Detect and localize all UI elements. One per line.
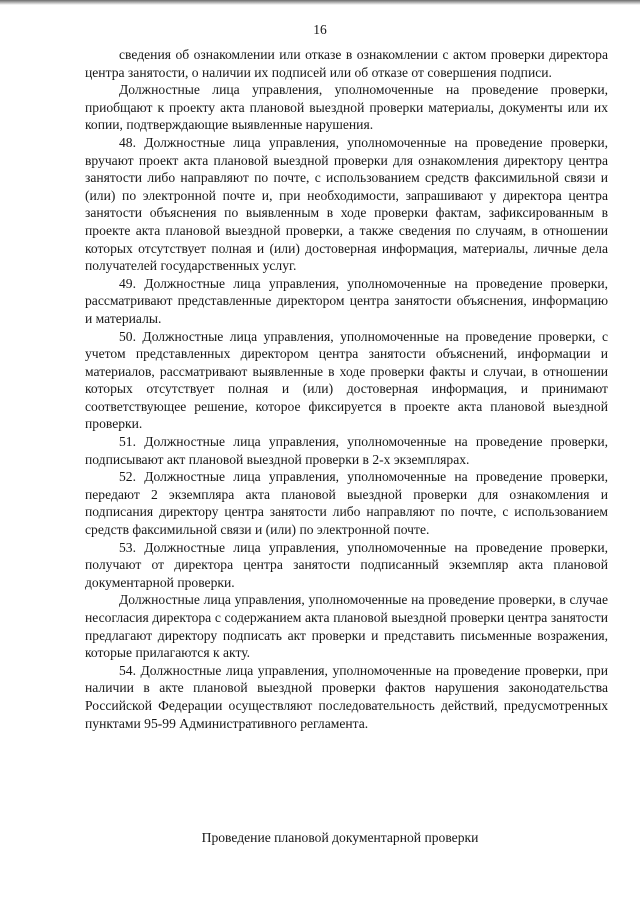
paragraph-53: 53. Должностные лица управления, уполномоченные на проведение проверки, получают от директора центра занятости подписанный экземпляр акта плановой документарной проверки.	[85, 539, 608, 590]
paragraph-49: 49. Должностные лица управления, уполномоченные на проведение проверки, рассматривают представленные директором центра занятости объяснения, информацию и материалы.	[85, 275, 608, 326]
section-heading: Проведение плановой документарной проверки	[201, 830, 479, 845]
paragraph-51: 51. Должностные лица управления, уполномоченные на проведение проверки, подписывают акт плановой выездной проверки в 2-х экземплярах.	[85, 434, 608, 467]
paragraph-48: 48. Должностные лица управления, уполномоченные на проведение проверки, вручают проект акта плановой выездной проверки для ознакомления директору центра занятости либо направляют по почте, с использованием средств факсимильной связи и (или) по электронной почте и, при необходимости, запрашивают у директора центра занятости объяснения по выявленным в ходе проверки фактам, зафиксированным в проекте акта плановой выездной проверки, а также сведения по случаям, в отношении которых отсутствует полная и (или) достоверная информация, материалы, личные дела получателей государственных услуг.	[85, 134, 608, 274]
paragraph-54: 54. Должностные лица управления, уполномоченные на проведение проверки, при наличии в акте плановой выездной проверки фактов нарушения законодательства Российской Федерации осуществляют последовательность действий, предусмотренных пунктами 95-99 Административного регламента.	[85, 662, 608, 731]
paragraph-disagreement: Должностные лица управления, уполномоченные на проведение проверки, в случае несогласия директора с содержанием акта плановой выездной проверки центра занятости предлагают директору подписать акт проверки и представить письменные возражения, которые прилагаются к акту.	[85, 592, 608, 661]
scan-top-edge	[0, 0, 640, 5]
paragraph-continuation: сведения об ознакомлении или отказе в ознакомлении с актом проверки директора центра занятости, о наличии их подписей или об отказе от совершения подписи.	[85, 47, 608, 80]
paragraph-materials-attached: Должностные лица управления, уполномоченные на проведение проверки, приобщают к проекту акта плановой выездной проверки материалы, документы или их копии, подтверждающие выявленные нарушения.	[85, 82, 608, 133]
paragraph-50: 50. Должностные лица управления, уполномоченные на проведение проверки, с учетом представленных директором центра занятости объяснений, информации и материалов, рассматривают выявленные в ходе проверки факты и случаи, в отношении которых отсутствует полная и (или) достоверная информация, и принимают соответствующее решение, которое фиксируется в проекте акта плановой выездной проверки.	[85, 328, 608, 432]
page-number: 16	[313, 22, 327, 37]
paragraph-52: 52. Должностные лица управления, уполномоченные на проведение проверки, передают 2 экземпляра акта плановой выездной проверки для ознакомления и подписания директору центра занятости либо направляют по почте, с использованием средств факсимильной связи и (или) по электронной почте.	[85, 469, 608, 538]
document-body	[85, 46, 608, 732]
